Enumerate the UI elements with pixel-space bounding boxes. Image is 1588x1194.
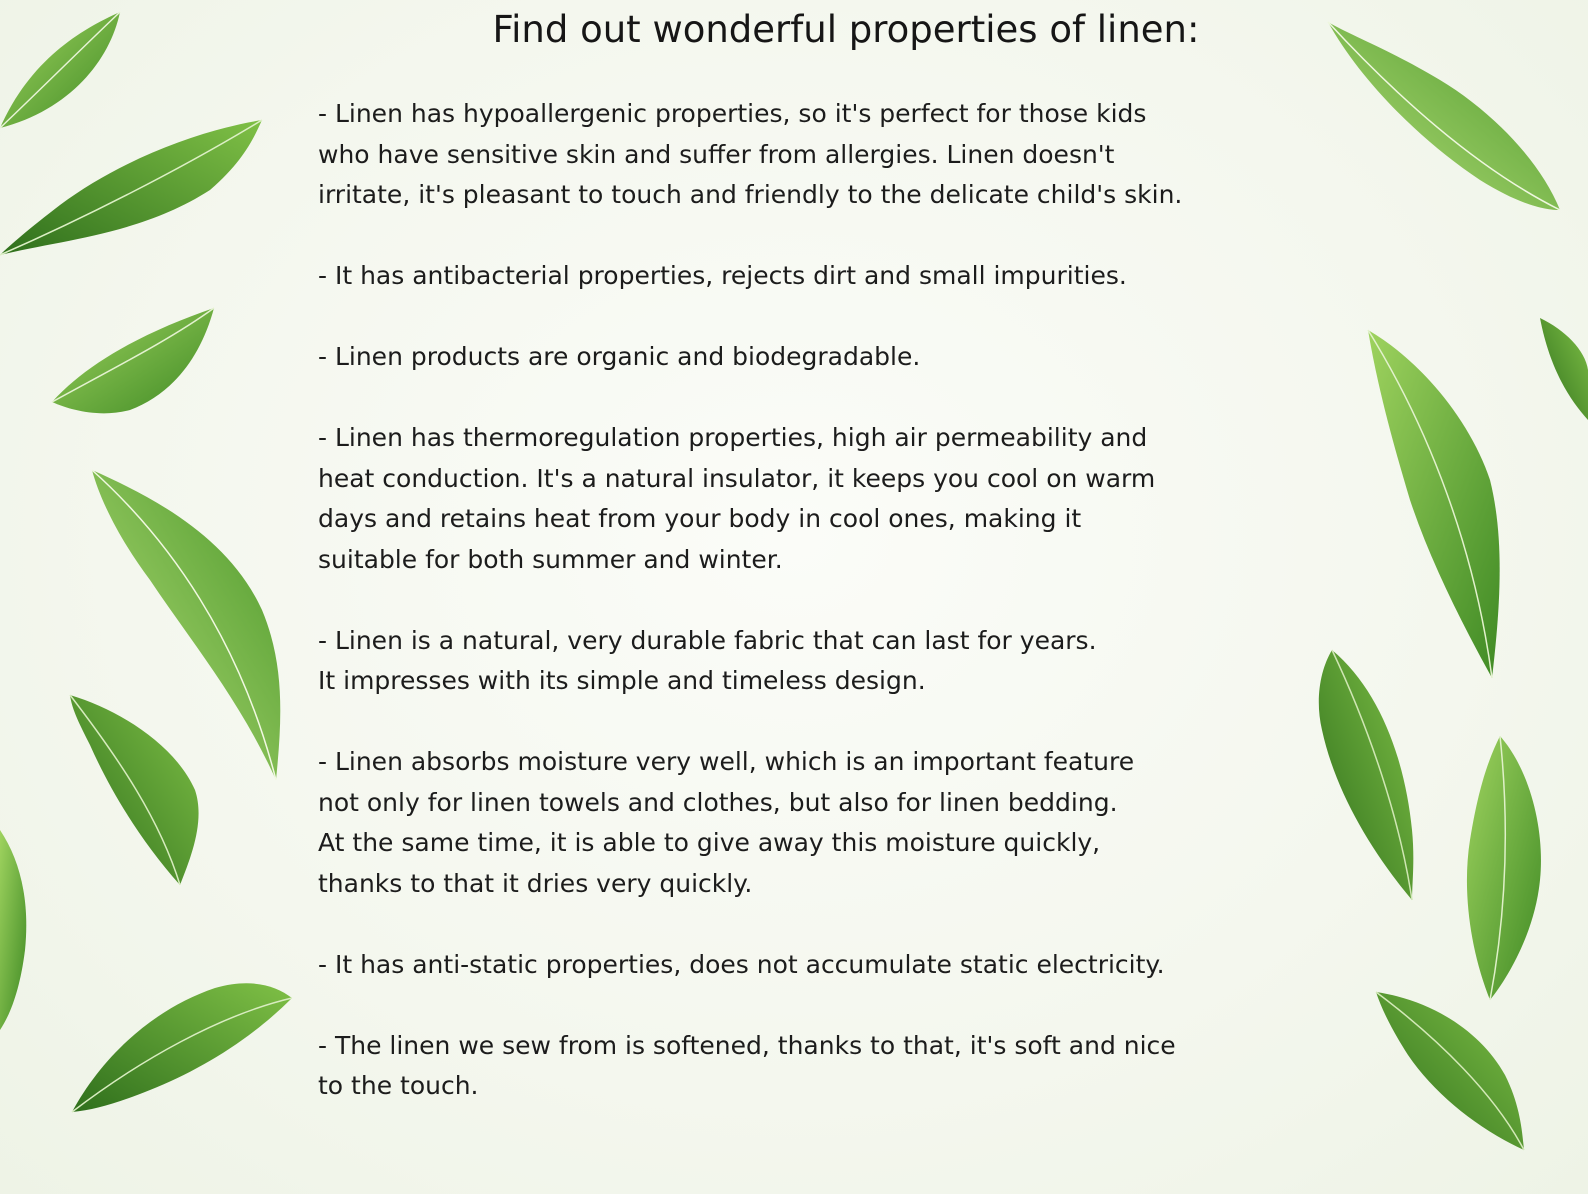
paragraph-line: who have sensitive skin and suffer from allergies. Linen doesn't: [318, 139, 1115, 169]
property-paragraph: [318, 1026, 1308, 1107]
paragraph-line: - Linen has thermoregulation properties, high air permeability and: [318, 423, 1148, 452]
green-leaf-icon: [0, 830, 26, 1030]
paragraph-line: - It has antibacterial properties, rejects dirt and small impurities.: [318, 261, 1127, 290]
paragraph-line: thanks to that it dries very quickly.: [318, 868, 753, 898]
paragraph-line: - It has anti-static properties, does not accumulate static electricity.: [318, 949, 1165, 979]
paragraph-line: heat conduction. It's a natural insulator, it keeps you cool on warm: [318, 463, 1156, 493]
paragraph-line: - The linen we sew from is softened, thanks to that, it's soft and nice: [318, 1030, 1176, 1060]
property-paragraph: [318, 621, 1308, 702]
paragraph-line: not only for linen towels and clothes, but also for linen bedding.: [318, 787, 1118, 817]
paragraph-line: - Linen is a natural, very durable fabric that can last for years.: [318, 625, 1097, 655]
properties-list: [318, 94, 1308, 1147]
paragraph-line: to the touch.: [318, 1071, 479, 1100]
green-leaf-icon: [1319, 650, 1414, 900]
page-title: Find out wonderful properties of linen:: [492, 8, 1200, 51]
green-leaf-icon: [52, 308, 214, 413]
green-leaf-icon: [1540, 318, 1588, 420]
green-leaf-icon: [1376, 992, 1524, 1150]
paragraph-line: - Linen products are organic and biodegradable.: [318, 342, 921, 371]
green-leaf-icon: [0, 120, 262, 255]
property-paragraph: [318, 337, 1308, 378]
green-leaf-icon: [1368, 330, 1500, 678]
property-paragraph: [318, 742, 1308, 904]
paragraph-line: - Linen has hypoallergenic properties, so it's perfect for those kids: [318, 99, 1147, 128]
property-paragraph: [318, 945, 1308, 986]
green-leaf-icon: [70, 695, 199, 885]
paragraph-line: At the same time, it is able to give away this moisture quickly,: [318, 828, 1101, 857]
property-paragraph: [318, 256, 1308, 297]
paragraph-line: irritate, it's pleasant to touch and friendly to the delicate child's skin.: [318, 180, 1183, 209]
green-leaf-icon: [72, 983, 292, 1112]
green-leaf-icon: [1467, 736, 1541, 1000]
paragraph-line: suitable for both summer and winter.: [318, 544, 783, 574]
paragraph-line: days and retains heat from your body in cool ones, making it: [318, 504, 1082, 533]
paragraph-line: It impresses with its simple and timeless design.: [318, 666, 926, 695]
property-paragraph: [318, 418, 1308, 580]
paragraph-line: - Linen absorbs moisture very well, which is an important feature: [318, 747, 1135, 776]
property-paragraph: [318, 94, 1308, 216]
